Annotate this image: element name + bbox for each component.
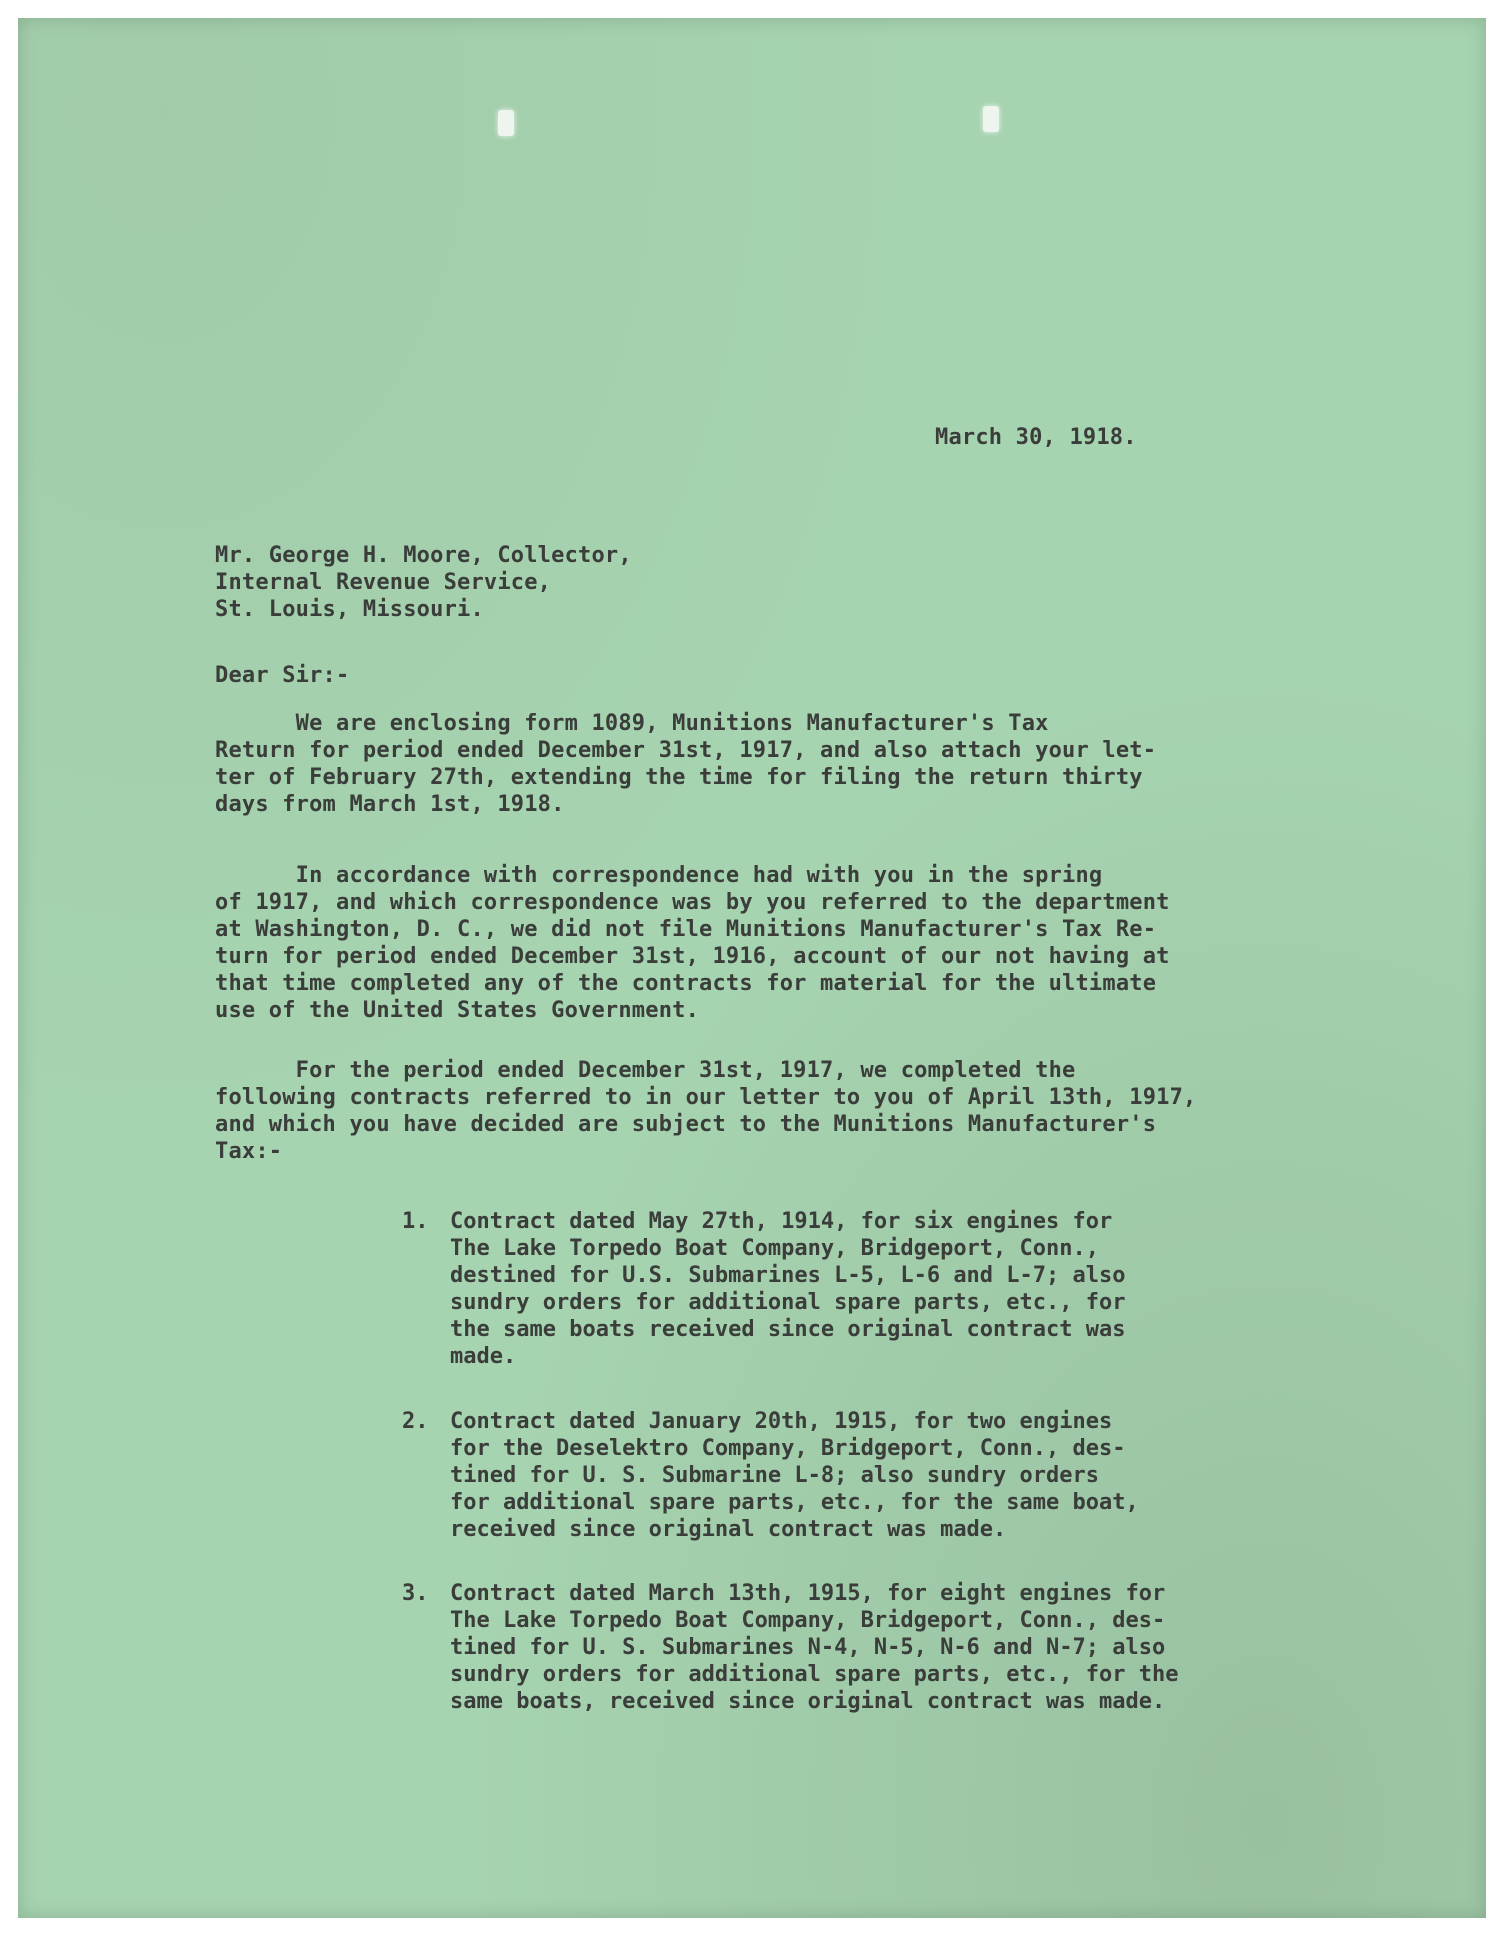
paragraph-line: Tax:- [215, 1139, 283, 1164]
item-line: sundry orders for additional spare parts, etc., for the [450, 1662, 1179, 1687]
item-line: Contract dated May 27th, 1914, for six engines for [450, 1209, 1113, 1234]
item-line: Contract dated January 20th, 1915, for two engines [450, 1409, 1113, 1434]
paragraph-line: Return for period ended December 31st, 1917, and also attach your let- [215, 738, 1157, 763]
item-line: The Lake Torpedo Boat Company, Bridgeport, Conn., [450, 1236, 1100, 1261]
paragraph-line: For the period ended December 31st, 1917, we completed the [215, 1058, 1076, 1083]
item-line: the same boats received since original contract was [450, 1317, 1126, 1342]
item-line: tined for U. S. Submarines N-4, N-5, N-6 and N-7; also [450, 1635, 1166, 1660]
paragraph-line: and which you have decided are subject to the Munitions Manufacturer's [215, 1112, 1157, 1137]
salutation: Dear Sir:- [215, 663, 350, 688]
paragraph-line: We are enclosing form 1089, Munitions Manufacturer's Tax [215, 711, 1049, 736]
item-line: sundry orders for additional spare parts, etc., for [450, 1290, 1126, 1315]
item-line: for additional spare parts, etc., for the same boat, [450, 1490, 1139, 1515]
address-line: Internal Revenue Service, [215, 570, 552, 595]
paragraph [215, 862, 1255, 1024]
paragraph-line: following contracts referred to in our letter to you of April 13th, 1917, [215, 1085, 1197, 1110]
item-line: The Lake Torpedo Boat Company, Bridgeport, Conn., des- [450, 1608, 1166, 1633]
letter-date: March 30, 1918. [935, 425, 1137, 450]
paragraph [215, 710, 1255, 818]
item-line: tined for U. S. Submarine L-8; also sundry orders [450, 1463, 1100, 1488]
item-number: 3. [402, 1581, 429, 1606]
paragraph-line: turn for period ended December 31st, 1916, account of our not having at [215, 944, 1170, 969]
item-line: destined for U.S. Submarines L-5, L-6 and L-7; also [450, 1263, 1126, 1288]
address-line: St. Louis, Missouri. [215, 597, 484, 622]
item-number: 2. [402, 1409, 429, 1434]
item-line: Contract dated March 13th, 1915, for eight engines for [450, 1581, 1166, 1606]
paragraph-line: that time completed any of the contracts for material for the ultimate [215, 971, 1157, 996]
paragraph-line: at Washington, D. C., we did not file Munitions Manufacturer's Tax Re- [215, 917, 1157, 942]
item-number: 1. [402, 1209, 429, 1234]
item-line: made. [450, 1344, 517, 1369]
paragraph-line: use of the United States Government. [215, 998, 700, 1023]
item-line: received since original contract was made. [450, 1517, 1007, 1542]
item-body [450, 1408, 1139, 1543]
item-body [450, 1580, 1178, 1715]
paragraph-line: In accordance with correspondence had with you in the spring [215, 863, 1103, 888]
recipient-address [215, 542, 632, 623]
paragraph-line: days from March 1st, 1918. [215, 792, 565, 817]
punch-hole [983, 106, 999, 132]
item-body [450, 1208, 1126, 1370]
punch-hole [498, 110, 514, 136]
item-line: same boats, received since original contract was made. [450, 1689, 1166, 1714]
paragraph-line: ter of February 27th, extending the time for filing the return thirty [215, 765, 1143, 790]
address-line: Mr. George H. Moore, Collector, [215, 543, 632, 568]
paragraph-line: of 1917, and which correspondence was by you referred to the department [215, 890, 1170, 915]
paragraph [215, 1057, 1255, 1165]
item-line: for the Deselektro Company, Bridgeport, Conn., des- [450, 1436, 1126, 1461]
